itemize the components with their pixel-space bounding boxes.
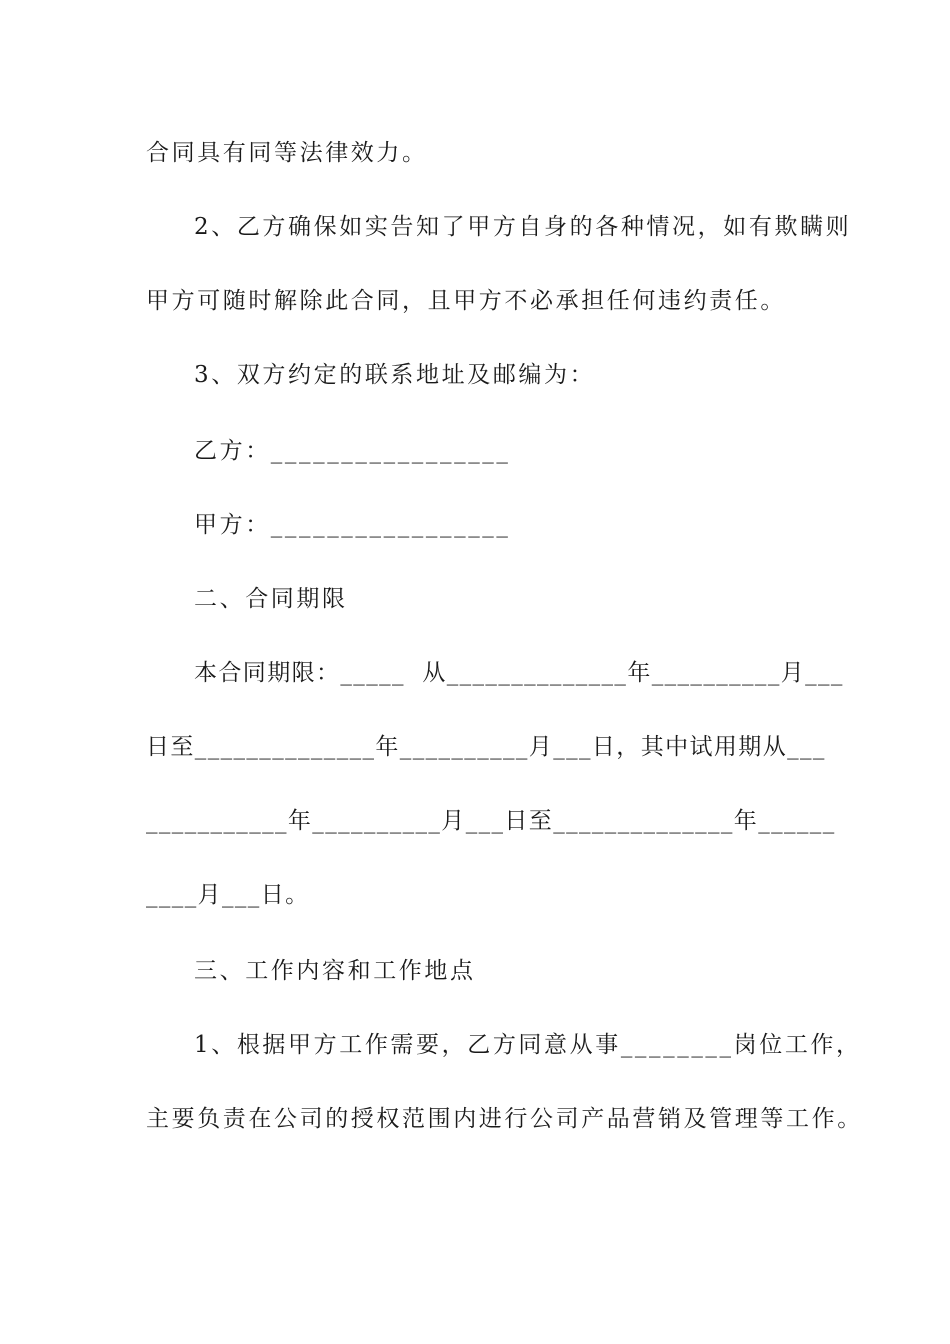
paragraph-line: 合同具有同等法律效力。 bbox=[146, 140, 428, 166]
paragraph-line: 甲方可随时解除此合同，且甲方不必承担任何违约责任。 bbox=[146, 288, 786, 314]
party-a-address-field: 甲方：_________________ bbox=[194, 512, 511, 538]
clause-3-line: 3、双方约定的联系地址及邮编为： bbox=[194, 362, 596, 388]
section-heading-term: 二、合同期限 bbox=[194, 586, 348, 612]
party-b-address-field: 乙方：_________________ bbox=[194, 438, 511, 464]
contract-term-line: 日至______________年__________月___日，其中试用期从___ bbox=[146, 734, 826, 760]
clause-2-line: 2、乙方确保如实告知了甲方自身的各种情况，如有欺瞒则 bbox=[194, 214, 852, 240]
section-heading-work: 三、工作内容和工作地点 bbox=[194, 958, 476, 984]
contract-term-line: ____月___日。 bbox=[146, 882, 310, 908]
work-content-line: 主要负责在公司的授权范围内进行公司产品营销及管理等工作。 bbox=[146, 1106, 863, 1132]
contract-term-line: ___________年__________月___日至______________年______ bbox=[146, 808, 836, 834]
contract-term-line: 本合同期限：_____ 从______________年__________月___ bbox=[194, 660, 844, 686]
work-content-line: 1、根据甲方工作需要，乙方同意从事________岗位工作， bbox=[194, 1032, 862, 1058]
